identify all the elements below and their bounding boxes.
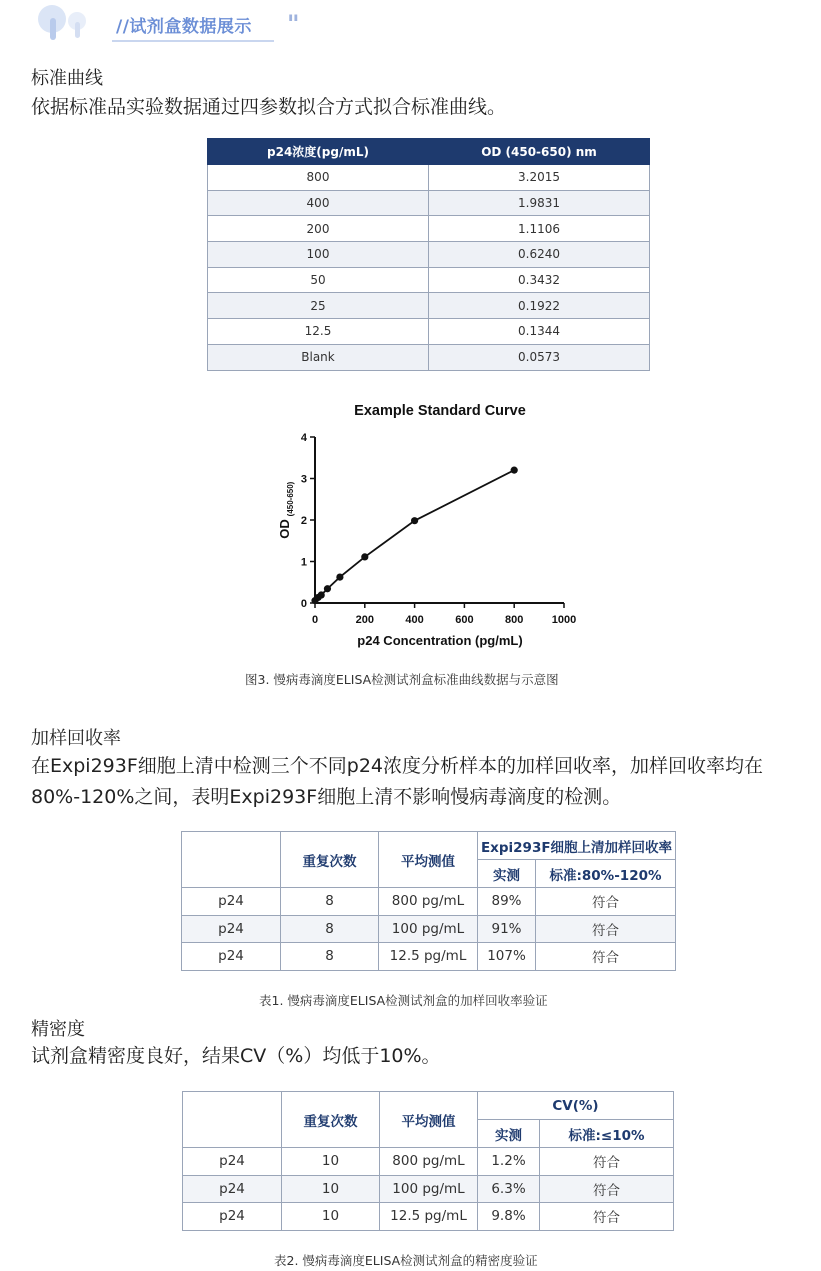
table-cell: 12.5 pg/mL: [380, 1203, 478, 1231]
table-cell: p24: [183, 1148, 282, 1176]
chart-title: Example Standard Curve: [354, 403, 526, 419]
table-cell: 6.3%: [478, 1175, 540, 1203]
table-header-row: [208, 139, 650, 165]
quote-mark-icon: ": [287, 10, 300, 38]
x-tick-label: 1000: [551, 614, 577, 626]
x-tick-label: 0: [311, 614, 319, 626]
table-cell: p24: [182, 888, 281, 916]
standard-curve-chart: [270, 397, 590, 657]
table-caption: 表2. 慢病毒滴度ELISA检测试剂盒的精密度验证: [274, 1253, 538, 1268]
table-row: [208, 165, 650, 191]
table-cell: 400: [208, 190, 429, 216]
table-cell: 8: [281, 888, 379, 916]
y-tick-label: 2: [300, 515, 307, 527]
column-header: p24浓度(pg/mL): [208, 139, 429, 165]
column-group-header: CV(%): [478, 1092, 674, 1120]
series-line: [315, 470, 514, 600]
data-point: [336, 574, 343, 581]
column-header: 标准:80%-120%: [536, 860, 676, 888]
section-text-precision: 试剂盒精密度良好，结果CV（%）均低于10%。: [31, 1045, 441, 1067]
decorative-pin-icon: [50, 18, 56, 40]
table-cell: 3.2015: [429, 165, 650, 191]
decorative-pin-icon: [75, 22, 80, 38]
table-header-row: [182, 832, 676, 860]
table-row: [208, 344, 650, 370]
column-header: 平均测值: [380, 1092, 478, 1148]
table-row: [183, 1175, 674, 1203]
table-row: [208, 216, 650, 242]
table-cell: 1.1106: [429, 216, 650, 242]
table-cell: 符合: [536, 888, 676, 916]
table-cell: 符合: [536, 943, 676, 971]
x-axis-label: p24 Concentration (pg/mL): [357, 633, 523, 648]
table-cell: 符合: [540, 1175, 674, 1203]
column-header: 实测: [478, 860, 536, 888]
table-cell: 0.3432: [429, 267, 650, 293]
table-cell: 50: [208, 267, 429, 293]
table-cell: 1.9831: [429, 190, 650, 216]
table-cell: 100: [208, 242, 429, 268]
table-cell: p24: [183, 1175, 282, 1203]
data-point: [511, 467, 518, 474]
table-cell: 1.2%: [478, 1148, 540, 1176]
table-cell: 200: [208, 216, 429, 242]
table-cell: 800: [208, 165, 429, 191]
section-header: [0, 0, 821, 45]
data-point: [361, 553, 368, 560]
precision-table: [182, 1091, 674, 1231]
y-axis-label-subscript: (450-650): [286, 481, 295, 517]
table-cell: 符合: [540, 1148, 674, 1176]
x-tick-label: 600: [455, 614, 474, 626]
column-header: 重复次数: [282, 1092, 380, 1148]
table-row: [183, 1148, 674, 1176]
y-axis-label: OD: [277, 519, 292, 539]
table-header-row: [183, 1092, 674, 1120]
table-cell: 25: [208, 293, 429, 319]
section-text-standard-curve: 依据标准品实验数据通过四参数拟合方式拟合标准曲线。: [31, 96, 507, 118]
section-text-recovery: 在Expi293F细胞上清中检测三个不同p24浓度分析样本的加样回收率，加样回收率均在80%-120%之间，表明Expi293F细胞上清不影响慢病毒滴度的检测。: [31, 755, 764, 808]
table-row: [182, 888, 676, 916]
table-cell: 107%: [478, 943, 536, 971]
table-cell: 12.5: [208, 319, 429, 345]
table-cell: 8: [281, 915, 379, 943]
data-point: [318, 591, 325, 598]
chart-axes: [301, 432, 576, 626]
table-row: [208, 190, 650, 216]
chart-marks: [311, 467, 517, 605]
standard-curve-table: [207, 138, 650, 371]
y-axis-label-group: [277, 481, 295, 538]
x-tick-label: 800: [505, 614, 524, 626]
table-cell: 符合: [540, 1203, 674, 1231]
section-title-standard-curve: 标准曲线: [31, 68, 103, 89]
table-cell: 10: [282, 1203, 380, 1231]
x-tick-label: 200: [355, 614, 374, 626]
table-row: [208, 293, 650, 319]
table-cell: 100 pg/mL: [379, 915, 478, 943]
title-underline: [112, 40, 274, 42]
table-cell: p24: [183, 1203, 282, 1231]
table-cell: 0.1344: [429, 319, 650, 345]
table-row: [182, 915, 676, 943]
x-tick-label: 400: [405, 614, 424, 626]
section-title-recovery: 加样回收率: [31, 728, 121, 749]
y-tick-label: 4: [300, 432, 307, 444]
table-row: [208, 319, 650, 345]
column-header: 重复次数: [281, 832, 379, 888]
table-cell: 9.8%: [478, 1203, 540, 1231]
table-cell: 12.5 pg/mL: [379, 943, 478, 971]
page-title: //试剂盒数据展示: [116, 17, 252, 37]
table-row: [183, 1203, 674, 1231]
figure-caption: 图3. 慢病毒滴度ELISA检测试剂盒标准曲线数据与示意图: [245, 672, 559, 687]
column-header-empty: [183, 1092, 282, 1148]
y-tick-label: 3: [300, 473, 307, 486]
data-point: [411, 517, 418, 524]
table-cell: 10: [282, 1175, 380, 1203]
recovery-table: [181, 831, 676, 971]
table-cell: 0.1922: [429, 293, 650, 319]
data-point: [324, 585, 331, 592]
table-cell: 800 pg/mL: [379, 888, 478, 916]
table-row: [208, 267, 650, 293]
table-cell: 0.0573: [429, 344, 650, 370]
section-title-precision: 精密度: [31, 1019, 85, 1040]
table-cell: 800 pg/mL: [380, 1148, 478, 1176]
table-cell: p24: [182, 943, 281, 971]
column-group-header: Expi293F细胞上清加样回收率: [478, 832, 676, 860]
column-header: OD (450-650) nm: [429, 139, 650, 165]
table-cell: 100 pg/mL: [380, 1175, 478, 1203]
table-caption: 表1. 慢病毒滴度ELISA检测试剂盒的加样回收率验证: [259, 993, 548, 1008]
table-cell: 91%: [478, 915, 536, 943]
table-cell: p24: [182, 915, 281, 943]
table-cell: 0.6240: [429, 242, 650, 268]
column-header-empty: [182, 832, 281, 888]
column-header: 平均测值: [379, 832, 478, 888]
column-header: 标准:≤10%: [540, 1120, 674, 1148]
column-header: 实测: [478, 1120, 540, 1148]
table-cell: 10: [282, 1148, 380, 1176]
table-cell: 8: [281, 943, 379, 971]
table-row: [182, 943, 676, 971]
table-cell: 89%: [478, 888, 536, 916]
y-tick-label: 1: [300, 556, 307, 569]
table-cell: 符合: [536, 915, 676, 943]
table-cell: Blank: [208, 344, 429, 370]
y-tick-label: 0: [300, 598, 307, 610]
table-row: [208, 242, 650, 268]
